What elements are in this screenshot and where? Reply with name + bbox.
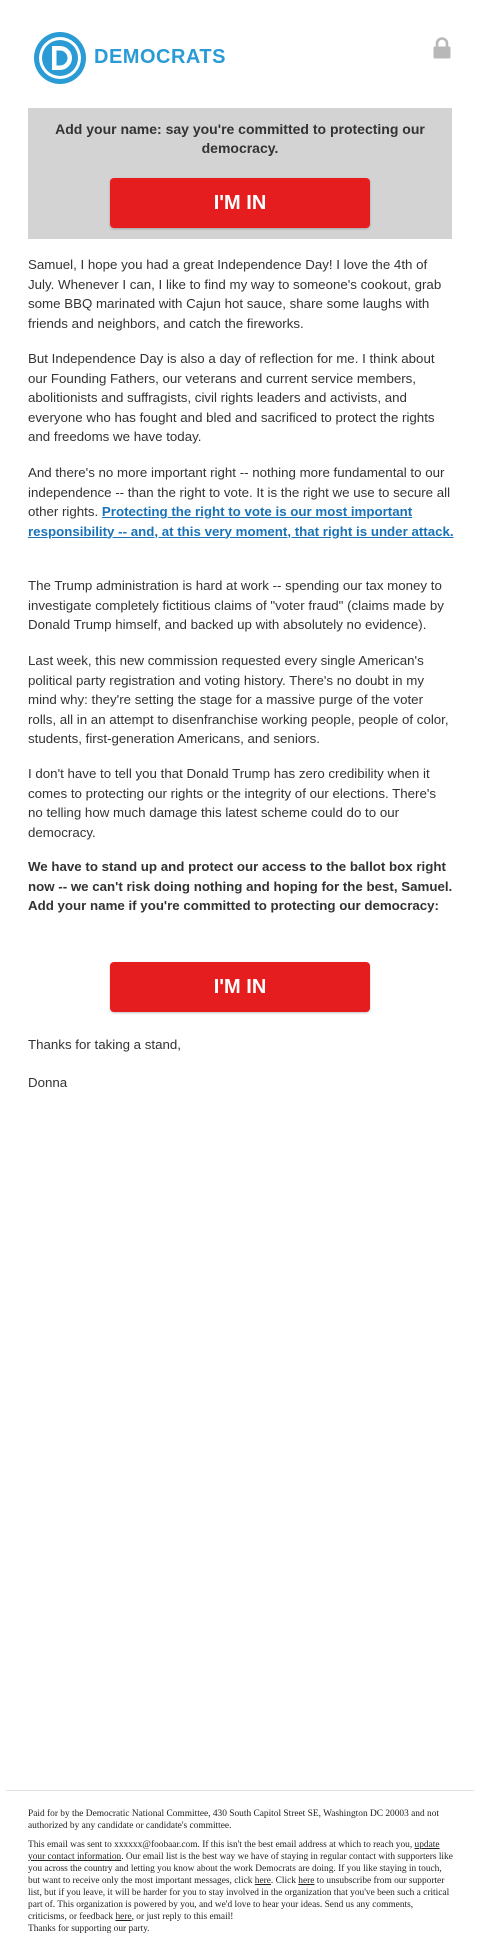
notice-text-c: . Click xyxy=(270,1876,299,1886)
notice-text-d: to unsubscribe from our supporter list, but if you leave, it will be harder for you to stay involved in the organization that you've been such a critical part of. This organization is powered by you, and we'd love to hear your ideas. Send us any comments, criticisms, or feedback xyxy=(28,1876,450,1922)
notice-text-b: . Our email list is the best way we have of staying in regular contact with supporters like you across the country and letting you know about the work Democrats are doing. If you like staying in touch, but want to receive only the most important messages, click xyxy=(28,1852,453,1886)
feedback-link[interactable]: here xyxy=(115,1912,132,1922)
paragraph-7-appeal: We have to stand up and protect our access to the ballot box right now -- we can't risk doing nothing and hoping for the best, Samuel. Add your name if you're committed to protecting our democracy: xyxy=(28,859,453,913)
update-contact-link[interactable]: update your contact information xyxy=(28,1840,440,1862)
signup-callout xyxy=(28,108,452,239)
paid-for-disclaimer: Paid for by the Democratic National Committee, 430 South Capitol Street SE, Washington DC 20003 and not authorized by any candidate or candidate's committee. xyxy=(28,1809,439,1831)
unsubscribe-link[interactable]: here xyxy=(298,1876,315,1886)
subscription-notice xyxy=(28,1839,454,1935)
important-messages-link[interactable]: here xyxy=(254,1876,271,1886)
paragraph-5: Last week, this new commission requested every single American's political party registration and voting history. There's no doubt in my mind why: they're setting the stage for a massive purge of the voter rolls, all in an attempt to disenfranchise working people, people of color, students, first-generation Americans, and seniors. xyxy=(28,653,449,746)
paragraph-3 xyxy=(28,463,454,541)
paragraph-1: Samuel, I hope you had a great Independence Day! I love the 4th of July. Whenever I can, I like to find my way to someone's cookout, grab some BBQ marinated with Cajun hot sauce, share some laughs with friends and neighbors, and catch the fireworks. xyxy=(28,257,442,331)
vote-protection-link[interactable]: Protecting the right to vote is our most important responsibility -- and, at this very moment, that right is under attack. xyxy=(28,504,454,539)
paragraph-6: I don't have to tell you that Donald Trump has zero credibility when it comes to protecting our rights or the integrity of our elections. There's no telling how much damage this latest scheme could do to our democracy. xyxy=(28,766,437,840)
im-in-button-bottom[interactable]: I'M IN xyxy=(110,962,370,1012)
email-header xyxy=(0,0,480,108)
im-in-button-top[interactable]: I'M IN xyxy=(110,178,370,228)
paragraph-3-text: And there's no more important right -- nothing more fundamental to our independence -- than the right to vote. It is the right we use to secure all other rights. xyxy=(28,465,451,519)
paragraph-2: But Independence Day is also a day of reflection for me. I think about our Founding Fathers, our veterans and current service members, abolitionists and suffragists, civil rights leaders and activists, and everyone who has fought and bled and sacrificed to protect the rights and freedoms we have today. xyxy=(28,351,435,444)
signature: Donna xyxy=(28,1075,68,1090)
callout-headline: Add your name: say you're committed to protecting our democracy. xyxy=(55,121,425,156)
brand-wordmark[interactable]: DEMOCRATS xyxy=(94,46,226,68)
footer-divider xyxy=(6,1790,474,1791)
notice-text-a: This email was sent to xxxxxx@foobaar.com. If this isn't the best email address at which to reach you, xyxy=(28,1840,415,1850)
paragraph-4: The Trump administration is hard at work -- spending our tax money to investigate completely fictitious claims of "voter fraud" (claims made by Donald Trump himself, and backed up with absolutely no evidence). xyxy=(28,578,444,632)
lock-icon xyxy=(433,37,451,59)
notice-text-e: , or just reply to this email! xyxy=(131,1912,234,1922)
signoff: Thanks for taking a stand, xyxy=(28,1037,181,1052)
footer-thanks: Thanks for supporting our party. xyxy=(28,1924,150,1934)
democrats-d-logo-icon[interactable] xyxy=(33,31,87,85)
